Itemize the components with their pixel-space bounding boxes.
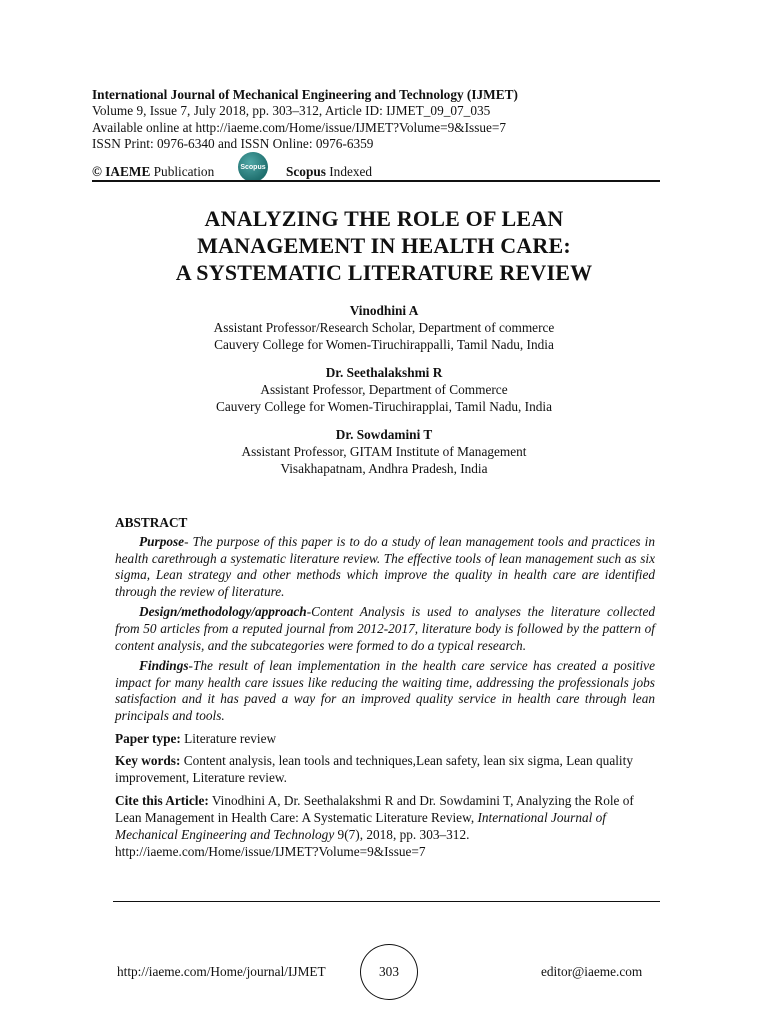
- design-paragraph: [115, 604, 655, 654]
- author-name: Dr. Seethalakshmi R: [325, 365, 443, 380]
- citation-volume: 9(7), 2018, pp. 303–312.: [334, 827, 470, 843]
- paper-title: [92, 205, 676, 286]
- issn-line: ISSN Print: 0976-6340 and ISSN Online: 0976-6359: [92, 136, 374, 151]
- page-footer: [0, 944, 768, 1000]
- purpose-paragraph: [115, 534, 655, 600]
- publisher-rest: Publication: [150, 164, 215, 179]
- author-name: Vinodhini A: [349, 303, 419, 318]
- publication-row: [92, 152, 660, 182]
- design-text: -Content Analysis is used to analyses the literature collected from 50 articles from a reputed journal from 2012-2017, literature body is followed by the pattern of content analysis, and the subcategories were formed to do a typical research.: [115, 604, 655, 653]
- publisher-label: [92, 164, 214, 180]
- paper-type: [115, 731, 655, 748]
- volume-line: Volume 9, Issue 7, July 2018, pp. 303–312, Article ID: IJMET_09_07_035: [92, 103, 491, 118]
- citation-journal: International Journal of Mechanical Engineering and Technology: [115, 810, 606, 843]
- design-label: Design/methodology/approach: [139, 604, 307, 620]
- title-line-3: A SYSTEMATIC LITERATURE REVIEW: [175, 260, 593, 285]
- journal-url-link[interactable]: http://iaeme.com/Home/journal/IJMET: [117, 964, 326, 979]
- findings-label: Findings: [139, 658, 189, 674]
- journal-header: [92, 86, 662, 153]
- abstract-heading: ABSTRACT: [115, 515, 188, 530]
- author-affiliation: Assistant Professor, GITAM Institute of Management: [241, 444, 527, 459]
- citation-url[interactable]: http://iaeme.com/Home/issue/IJMET?Volume=9&Issue=7: [115, 844, 426, 860]
- author-block: [92, 302, 676, 353]
- abstract-section: [115, 514, 655, 860]
- purpose-text: - The purpose of this paper is to do a study of lean management tools and practices in health carethrough a systematic literature review. The effective tools of lean management such as six sigma, Lean strategy and other methods which improve the quality in health care are identified through the review of literature.: [115, 534, 655, 599]
- paper-type-label: Paper type:: [115, 730, 181, 746]
- indexed-bold: Scopus: [286, 164, 326, 179]
- journal-name: International Journal of Mechanical Engineering and Technology (IJMET): [92, 87, 518, 102]
- keywords-value: Content analysis, lean tools and techniques,Lean safety, lean six sigma, Lean quality improvement, Literature review.: [115, 753, 633, 785]
- online-availability-line: Available online at http://iaeme.com/Home/issue/IJMET?Volume=9&Issue=7: [92, 119, 507, 135]
- purpose-label: Purpose: [139, 534, 185, 549]
- author-affiliation: Cauvery College for Women-Tiruchirapplai, Tamil Nadu, India: [215, 399, 552, 414]
- keywords-label: Key words:: [115, 753, 181, 769]
- citation-text: Vinodhini A, Dr. Seethalakshmi R and Dr. Sowdamini T, Analyzing the Role of Lean Management in Health Care: A Systematic Literature Review,: [115, 793, 634, 826]
- citation-label: Cite this Article:: [115, 793, 209, 809]
- indexed-label: [286, 164, 372, 180]
- editor-email-link[interactable]: editor@iaeme.com: [541, 964, 643, 979]
- paper-type-value: Literature review: [180, 730, 277, 746]
- author-list: [92, 302, 676, 488]
- author-block: [92, 426, 676, 477]
- indexed-rest: Indexed: [325, 164, 373, 179]
- author-affiliation: Visakhapatnam, Andhra Pradesh, India: [280, 461, 488, 476]
- title-line-2: MANAGEMENT IN HEALTH CARE:: [197, 233, 571, 258]
- author-affiliation: Assistant Professor/Research Scholar, Department of commerce: [213, 320, 555, 335]
- scopus-logo-text: Scopus: [240, 163, 266, 171]
- author-affiliation: Assistant Professor, Department of Commerce: [260, 382, 508, 397]
- findings-text: -The result of lean implementation in the health care service has created a positive impact for many health care issues like reducing the waiting time, addressing the professionals jobs satisfaction and it has paved a way for an improved quality service in health care through lean principals and tools.: [115, 658, 655, 723]
- page-number: 303: [360, 944, 418, 1000]
- abstract-divider: [113, 901, 660, 902]
- citation-block: [115, 792, 655, 860]
- header-divider: [92, 180, 660, 182]
- title-line-1: ANALYZING THE ROLE OF LEAN: [204, 206, 564, 231]
- scopus-logo-icon: [238, 152, 268, 182]
- author-name: Dr. Sowdamini T: [335, 427, 433, 442]
- findings-paragraph: [115, 658, 655, 724]
- author-affiliation: Cauvery College for Women-Tiruchirappalli, Tamil Nadu, India: [214, 337, 554, 352]
- author-block: [92, 364, 676, 415]
- keywords: [115, 753, 655, 786]
- publisher-bold: © IAEME: [92, 164, 151, 179]
